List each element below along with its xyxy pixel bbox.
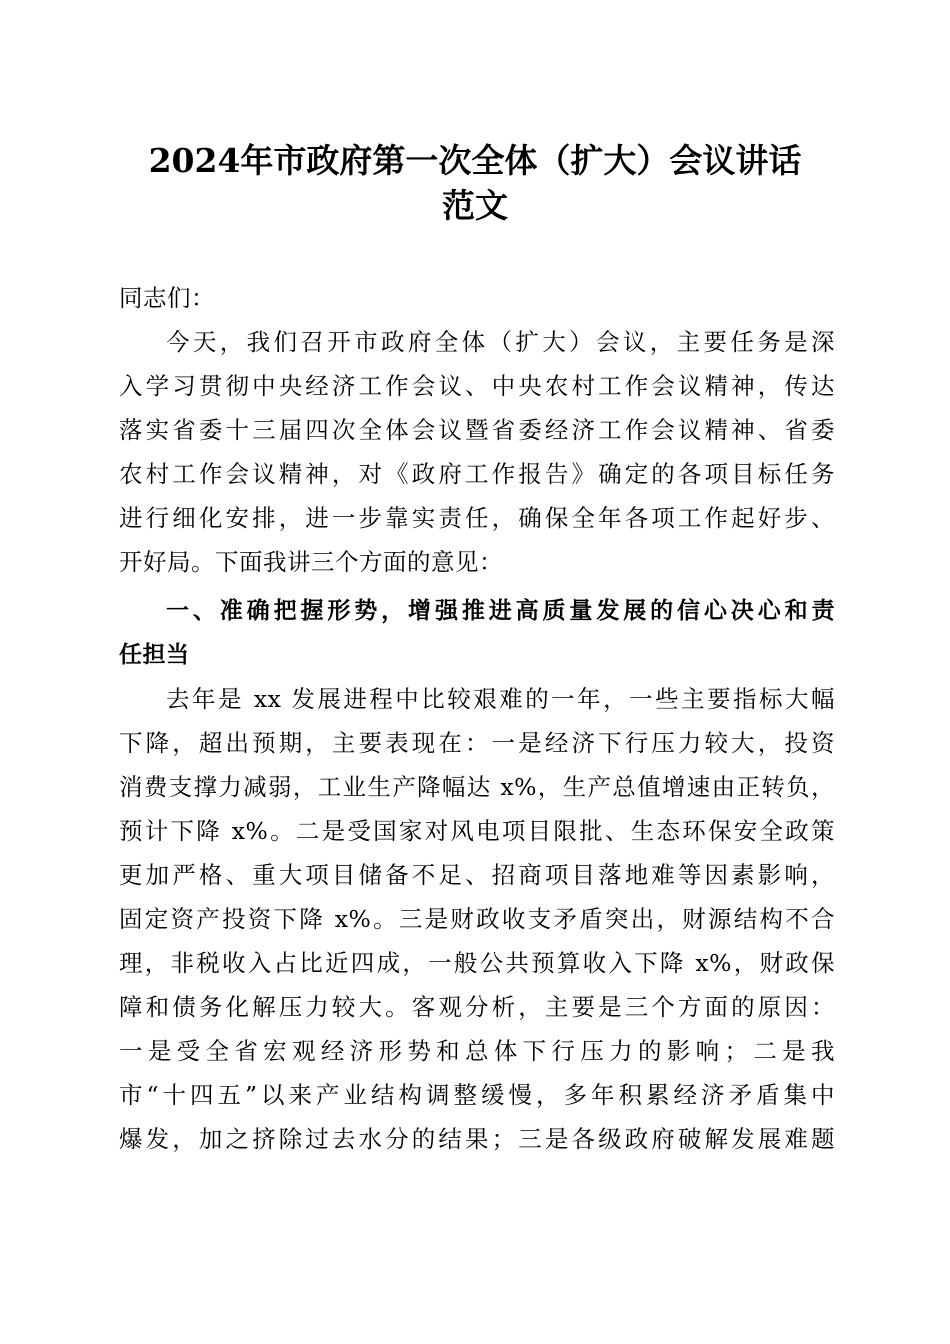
paragraph-line: 消费支撑力减弱，工业生产降幅达 x%，生产总值增速由正转负， [119, 773, 835, 801]
paragraph-line: 障和债务化解压力较大。客观分析，主要是三个方面的原因： [119, 993, 835, 1021]
paragraph-line: 固定资产投资下降 x%。三是财政收支矛盾突出，财源结构不合 [119, 905, 835, 933]
paragraph-line: 今天，我们召开市政府全体（扩大）会议，主要任务是深 [166, 328, 835, 356]
paragraph-line: 预计下降 x%。二是受国家对风电项目限批、生态环保安全政策 [119, 817, 835, 845]
paragraph-line: 开好局。下面我讲三个方面的意见： [119, 548, 503, 576]
salutation: 同志们： [119, 284, 215, 312]
paragraph-line: 理，非税收入占比近四成，一般公共预算收入下降 x%，财政保 [119, 949, 835, 977]
section-heading-line: 任担当 [119, 642, 190, 668]
paragraph-line: 去年是 xx 发展进程中比较艰难的一年，一些主要指标大幅 [166, 685, 835, 713]
paragraph-line: 更加严格、重大项目储备不足、招商项目落地难等因素影响， [119, 861, 835, 889]
paragraph-line: 一是受全省宏观经济形势和总体下行压力的影响；二是我 [119, 1037, 835, 1065]
paragraph-line: 爆发，加之挤除过去水分的结果；三是各级政府破解发展难题 [119, 1125, 835, 1153]
paragraph-line: 落实省委十三届四次全体会议暨省委经济工作会议精神、省委 [119, 416, 835, 444]
paragraph-line: 下降，超出预期，主要表现在：一是经济下行压力较大，投资 [119, 729, 835, 757]
paragraph-line: 入学习贯彻中央经济工作会议、中央农村工作会议精神，传达 [119, 372, 835, 400]
paragraph-line: 市“十四五”以来产业结构调整缓慢，多年积累经济矛盾集中 [119, 1081, 835, 1109]
paragraph-line: 进行细化安排，进一步靠实责任，确保全年各项工作起好步、 [119, 504, 835, 532]
section-heading-line: 一、准确把握形势，增强推进高质量发展的信心决心和责 [166, 598, 835, 624]
paragraph-line: 农村工作会议精神，对《政府工作报告》确定的各项目标任务 [119, 460, 835, 488]
document-title-line-1: 2024年市政府第一次全体（扩大）会议讲话 [148, 141, 802, 180]
document-title-line-2: 范文 [442, 186, 508, 225]
